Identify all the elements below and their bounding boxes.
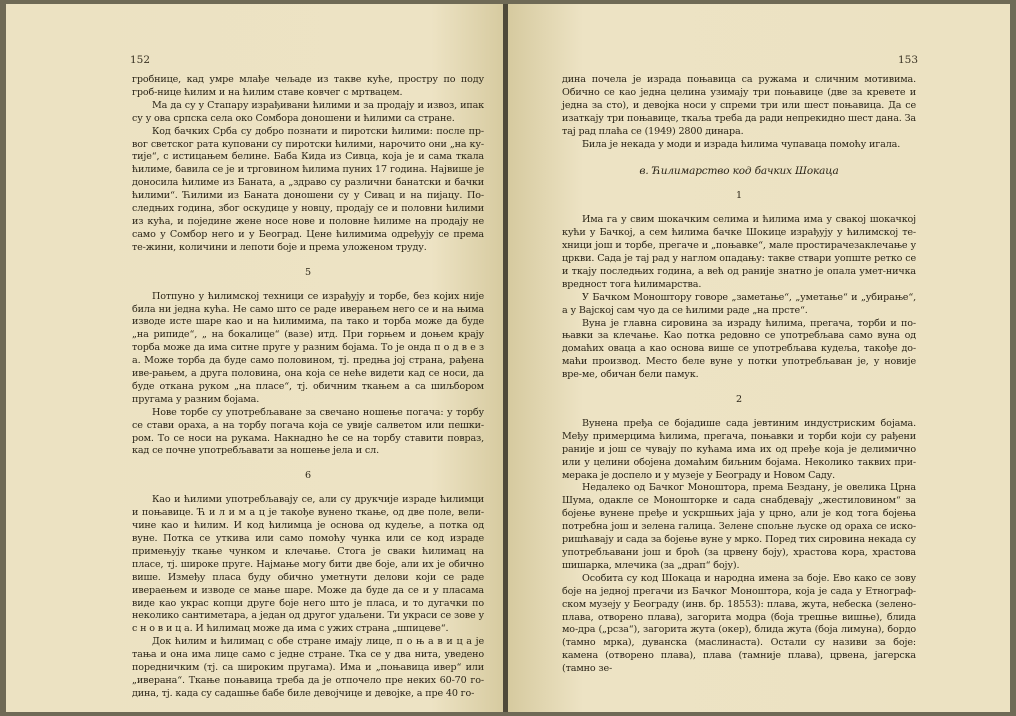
paragraph: Док ћилим и ћилимац с обе стране имају лице, п о њ а в и ц а је тања и она има лице само с једне стране. Тка се у два нита, уведено поредничким (тј. са широким пругама). Има и „поњавица ивер“ или „иверана“. Ткање поњавица треба да је отпочело пре неких 60-70 го-дина, тј. када су садашње бабе биле девојчице и девојке, а пре 40 го- xyxy=(132,636,484,699)
section-number-2: 2 xyxy=(736,394,742,406)
paragraph: Вуна је главна сировина за израду ћилима, прегача, торби и по-њавки за клечање. Као потка редовно се употребљава само вуна од домаћих оваца а као основа више се употребљава кудеља, такође до-маћи производ. Место беле вуне у потки употребљаван је, у новије вре-ме, обичан бели памук. xyxy=(562,317,916,381)
paragraph: Као и ћилими употребљавају се, али су друкчије израде ћилимци и поњавице. Ћ и л и м а ц је такође вунено ткање, од две поле, вели-чине као и ћилим. И код ћилимца је основа од кудеље, а потка од вуне. Потка се уткива или само помоћу чунка или се код израде примењују ткање чунком и клечање. Стога је сваки ћилимац на пласе, тј. широке пруге. Најмање могу бити две боје, али их је обично више. Између пласа буду обично уметнути делови који се раде ивераењем и изводе се мање шаре. Може да буде да се и у пласама виде као украс копци друге боје него што је пласа, и то дугачки по неколико сантиметара, а један од другог удаљени. Ти украси се зове у с н о в и ц а. И ћилимац може да има с ужих страна „шпицеве“. xyxy=(132,494,484,635)
paragraph: Ма да су у Стапару израђивани ћилими и за продају и извоз, ипак су у ова српска села око Сомбора доношени и ћилими са стране. xyxy=(132,99,484,124)
paragraph: Била је некада у моди и израда ћилима чупаваца помоћу игала. xyxy=(582,138,901,150)
paragraph: Вунена пређа се бојадише сада јевтиним индустриским бојама. Међу примерцима ћилима, прегача, поњавки и торби који су рађени раније и још се чувају по кућама има их од пређе која је делимично или у целини обојена домаћим биљним бојама. Неколико таквих при-мерака је доспело и у музеје у Београду и Новом Саду. xyxy=(562,417,916,481)
paragraph: Код бачких Срба су добро познати и пиротски ћилими: после пр-вог светског рата куповани су пиротски ћилими, нарочито они „на ку-тије“, с истицањем белине. Баба Кида из Сивца, која је и сама ткала ћилиме, бавила се је и трговином ћилима пуних 17 година. Највише је доносила ћилиме из Баната, а „здраво су различни банатски и бачки ћилими“. Ћилими из Баната доношени су у Сивац и на пијацу. По-следњих година, због оскудице у новцу, продају се и половни ћилими из кућа, и поједине жене носе нове и половне ћилиме на продају не само у Сомбор него и у Београд. Цене ћилимима одређују се према те-жини, количини и лепоти боје и према уложеном труду. xyxy=(132,125,484,253)
page-number-left: 152 xyxy=(130,54,151,66)
right-page xyxy=(508,4,1010,712)
paragraph: дина почела је израда поњавица са ружама и сличним мотивима. Обично се као једна целина узимају три поњавице (две за кревете и једна за сто), и девојка носи у спреми три или шест поњавица. Да се изаткају три поњавице, ткаља треба да ради непрекидно шест дана. За тај рад плаћа се (1949) 2800 динара. xyxy=(562,74,916,137)
section-number-6: 6 xyxy=(305,470,311,482)
paragraph: Особита су код Шокаца и народна имена за боје. Ево како се зову боје на једној прегачи из Бачког Моноштора, која је сада у Етнограф-ском музеју у Београду (инв. бр. 18553): плава, жута, небеска (зелено-плава, отворено плава), загорита модра (боја трешње вишње), блида мо-дра („рсза“), загорита жута (окер), блида жута (боја лимуна), бордо (тамно мрка), дуванска (маслинаста). Остали су називи за боје: камена (отворено плава), плава (тамније плава), црвена, јагерска (тамно зе- xyxy=(562,572,916,675)
paragraph: Има га у свим шокачким селима и ћилима има у свакој шокачкој кући у Бачкој, а сем ћилима бачке Шокице израђују у ћилимској те-хници још и торбе, прегаче и „поњавке“, мале простирачезаклечање у цркви. Сада је тај рад у наглом опадању: такве ствари уопште ретко се и ткају последњих година, а већ од раније знатно је опала умет-ничка вредност тога ћилимарства. xyxy=(562,214,916,290)
paragraph: Недалеко од Бачког Моноштора, према Бездану, је овелика Црна Шума, одакле се Моношторке и сада снабдевају „жестиловином“ за бојење вунене пређе и ускршњих јаја у црно, али је код тога бојења потребна још и зелена галица. Зелене спољне љуске од ораха се иско-ришћавају и сада за бојење вуне у мрко. Поред тих сировина некада су употребљавани још и броћ (за црвену боју), храстова кора, храстова шишарка, млечика (за „драп“ боју). xyxy=(562,482,916,571)
left-page xyxy=(6,4,506,712)
paragraph: У Бачком Моноштору говоре „заметање“, „уметање“ и „убирање“, а у Вајској сам чуо да се ћилими раде „на прсте“. xyxy=(562,291,916,316)
paragraph: гробнице, кад умре млађе чељаде из такве куће, простру по поду гроб-нице ћилим и на ћилим ставе ковчег с мртвацем. xyxy=(132,74,484,98)
paragraph: Потпуно у ћилимској техници се израђују и торбе, без којих није била ни једна кућа. Не само што се раде иверањем него се и на њима изводе исте шаре као и на ћилимима, па тако и торба може да буде „на рипиде“, „ на бокалице“ (вазе) итд. При горњем и доњем крају торба може да има ситне пруге у разним бојама. То је онда п о д в е з а. Може торба да буде само половином, тј. предња јој страна, рађена иве-рањем, а друга половина, она која се неће видети кад се носи, да буде откана руком „на пласе“, тј. обичним ткањем а са шиљбором пругама у разним бојама. xyxy=(132,290,484,405)
left-page-text xyxy=(132,74,484,701)
section-number-1: 1 xyxy=(736,190,742,202)
page-number-right: 153 xyxy=(897,54,918,66)
right-page-text xyxy=(562,74,916,676)
section-number-5: 5 xyxy=(305,266,311,278)
book-spread xyxy=(6,4,1010,712)
paragraph: Нове торбе су употребљаване за свечано ношење погача: у торбу се стави ораха, а на торбу погача која се увије салветом или пешки-ром. То се носи на рукама. Накнадно ће се на торбу ставити повраз, кад се почне употребљавати за ношење јела и сл. xyxy=(132,406,484,457)
chapter-heading: в. Ћилимарство код бачких Шокаца xyxy=(639,165,839,178)
